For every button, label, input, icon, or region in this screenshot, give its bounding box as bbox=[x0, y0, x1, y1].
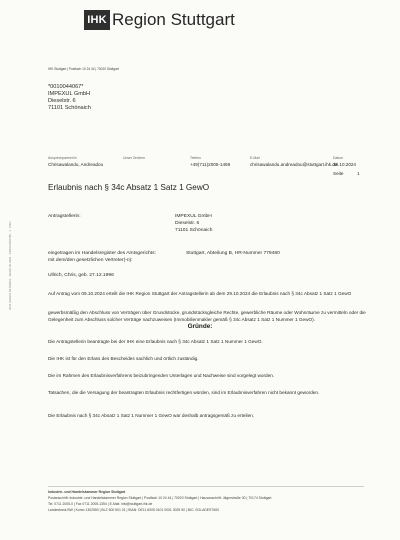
date-value: 28.10.2024 bbox=[333, 162, 356, 167]
footer-org: Industrie- und Handelskammer Region Stuttgart bbox=[48, 490, 126, 494]
applicant-label: Antragstellerin: bbox=[48, 214, 81, 219]
recipient-barcode-id: *0010044067* bbox=[48, 84, 84, 90]
phone-label: Telefon bbox=[190, 156, 201, 160]
recipient-company: IMPEXUL GmbH bbox=[48, 91, 91, 97]
reason-4: Tatsachen, die die Versagung der beantragten Erlaubnis rechtfertigen würden, sind im Erlaubnisverfahren nicht bekannt geworden. bbox=[48, 390, 320, 395]
subject-title: Erlaubnis nach § 34c Absatz 1 Satz 1 GewO bbox=[48, 183, 210, 192]
applicant-city: 71101 Schönaich bbox=[175, 228, 213, 233]
reason-5: Die Erlaubnis nach § 34c Absatz 1 Satz 1 Nummer 1 GewO war deshalb antragsgemäß zu erteilen. bbox=[48, 413, 255, 418]
footer-contact: Tel. 0711 2005-0 | Fax 0711 2005-1354 | E-Mail: info@stuttgart.ihk.de bbox=[48, 502, 153, 506]
phone-value: +49(711)2005-1469 bbox=[190, 162, 231, 167]
footer-address: Postanschrift: Industrie- und Handelskammer Region Stuttgart | Postfach 10 24 44 | 70020 Stuttgart | Hausanschrift: Jägerstraße 30 | 70174 Stuttgart bbox=[48, 496, 272, 500]
side-print-code: 2024 H03N61 NFSDIA01 · AEWD 00-3434 · 2400123456789 · 1 · 0001 bbox=[8, 221, 12, 310]
sender-line: IHK Stuttgart | Postfach 10 24 44 | 70020 Stuttgart bbox=[48, 67, 119, 71]
footer-bank: Landesbank BW | Konto 1302550 | BLZ 600 501 01 | IBAN: DE11 6005 0101 0001 3025 50 | BIC: SOLADEST600 bbox=[48, 508, 220, 512]
register-label: eingetragen im Handelsregister des Amtsgerichts: bbox=[48, 251, 156, 256]
reference-label: Unser Zeichen bbox=[123, 156, 146, 160]
reason-1: Die Antragstellerin beantragte bei der IHK eine Erlaubnis nach § 34c Absatz 1 Satz 1 Nummer 1 GewO. bbox=[48, 339, 263, 344]
page-label: Seite bbox=[333, 171, 344, 176]
recipient-street: Dieselstr. 6 bbox=[48, 98, 76, 104]
applicant-street: Dieselstr. 6 bbox=[175, 221, 200, 226]
ihk-logo: IHK bbox=[84, 10, 110, 30]
email-value: chrisawalandu.andreadou@stuttgart.ihk.de bbox=[250, 162, 338, 167]
contact-value: Chrisawalandu, Andreadou bbox=[48, 162, 104, 167]
contact-label: Ansprechpartner/in bbox=[48, 156, 77, 160]
representative-name: Ullrich, Chris, geb. 27.12.1996 bbox=[48, 273, 114, 278]
email-label: E-Mail bbox=[250, 156, 260, 160]
footer-divider bbox=[48, 486, 364, 487]
reason-3: Die im Rahmen des Erlaubnisverfahrens beizubringenden Unterlagen und Nachweise sind vorgelegt worden. bbox=[48, 373, 275, 378]
date-label: Datum bbox=[333, 156, 343, 160]
page-number: 1 bbox=[357, 171, 360, 176]
permit-scope: gewerbsmäßig den Abschluss von Verträgen über Grundstücke, grundstücksgleiche Rechte, gewerbliche Räume oder Wohnräume zu vermitteln oder die Gelegenheit zum Abschluss solcher Verträge nachzuweisen (Immobilienmakler gemäß § 34c Absatz 1 Satz 1 Nummer 1 GewO). bbox=[48, 310, 366, 323]
reason-2: Die IHK ist für den Erlass des Bescheides sachlich und örtlich zuständig. bbox=[48, 356, 199, 361]
permit-intro: Auf Antrag vom 09.10.2024 erteilt die IHK Region Stuttgart der Antragstellerin ab dem 29.10.2024 die Erlaubnis nach § 34c Absatz 1 Satz 1 GewO bbox=[48, 291, 352, 296]
representatives-label: mit dem/den gesetzlichen Vertreter(-n): bbox=[48, 258, 133, 263]
applicant-company: IMPEXUL GmbH bbox=[175, 214, 212, 219]
reasons-heading: Gründe: bbox=[187, 323, 213, 330]
region-name: Region Stuttgart bbox=[112, 10, 235, 29]
recipient-city: 71101 Schönaich bbox=[48, 105, 91, 111]
register-value: Stuttgart, Abteilung B, HR-Nummer 779480 bbox=[186, 251, 280, 256]
